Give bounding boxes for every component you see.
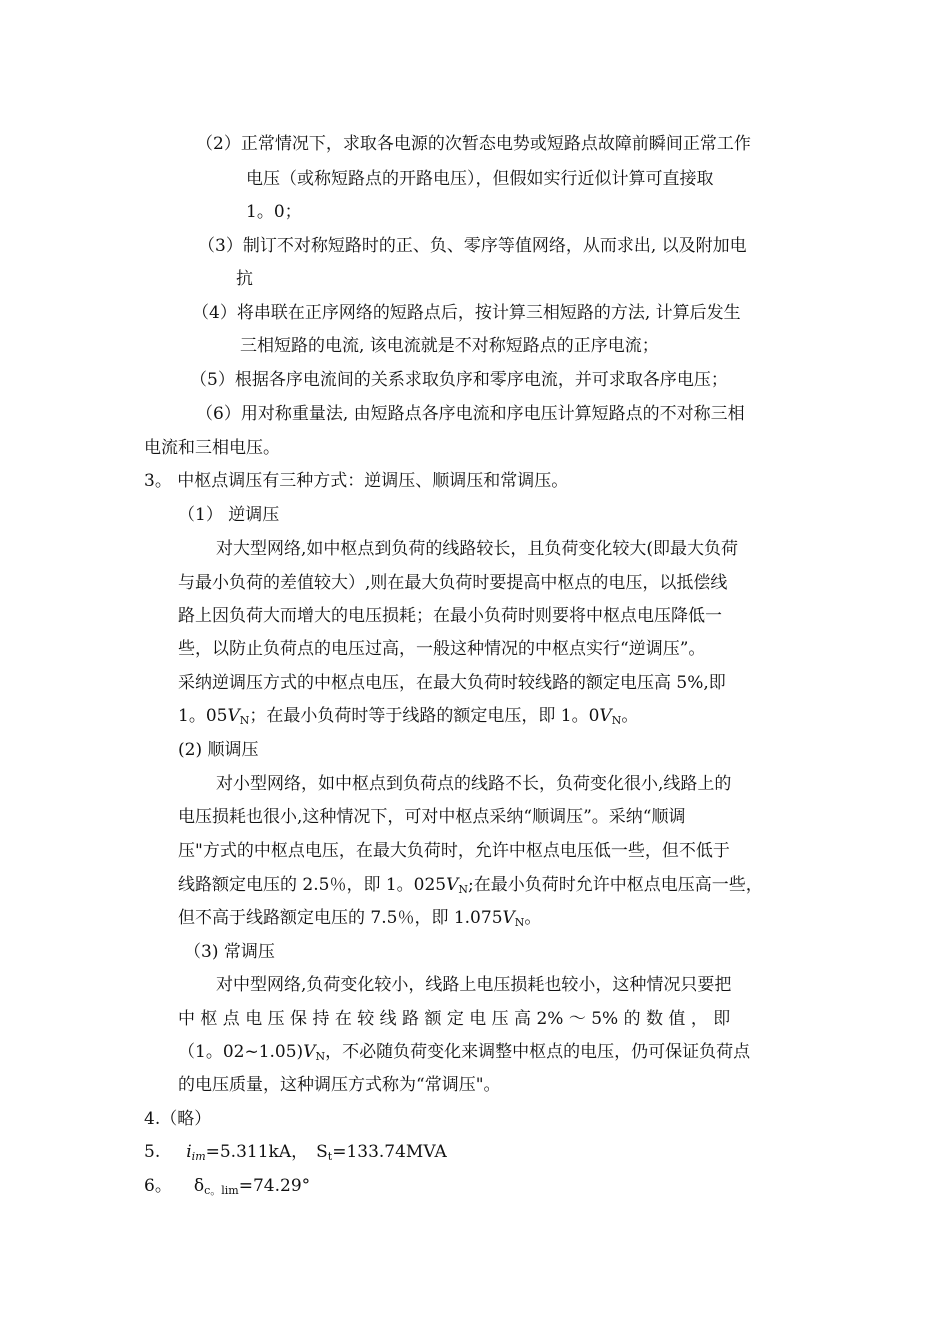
- text-line: 但不高于线路额定电压的 7.5％，即 $1.075V_N$。: [178, 908, 542, 929]
- subsection-heading: （1） 逆调压: [178, 505, 280, 525]
- text-line: 路上因负荷大而增大的电压损耗；在最小负荷时则要将中枢点电压降低一: [178, 606, 722, 626]
- subsection-heading: (2) 顺调压: [178, 740, 259, 760]
- text-line: 1。$05V_N$；在最小负荷时等于线路的额定电压，即 1。$0V_N$。: [178, 706, 639, 727]
- text-line: 中 枢 点 电 压 保 持 在 较 线 路 额 定 电 压 高 2% ～ 5% 的 数 值 ， 即: [178, 1009, 731, 1029]
- text-line: 1。0；: [246, 202, 302, 222]
- text-line: （3）制订不对称短路时的正、负、零序等值网络，从而求出, 以及附加电: [198, 236, 747, 256]
- text-line: （6）用对称重量法, 由短路点各序电流和序电压计算短路点的不对称三相: [196, 404, 745, 424]
- text-line: 三相短路的电流, 该电流就是不对称短路点的正序电流；: [240, 336, 659, 356]
- text-line: （1。$02\sim 1.05)V_N$，不必随负荷变化来调整中枢点的电压，仍可保证负荷点: [178, 1042, 751, 1063]
- text-line: 电流和三相电压。: [144, 438, 280, 458]
- text-line: 线路额定电压的 2.5％，即 1。$025V_N$;在最小负荷时允许中枢点电压高一些，: [178, 875, 763, 896]
- text-line: 些，以防止负荷点的电压过高，一般这种情况的中枢点实行“逆调压”。: [178, 639, 706, 659]
- answer-line: 5. $i_{im}=5.311kA$， $S_t=133.74MVA$: [144, 1142, 447, 1163]
- text-line: 电压损耗也很小,这种情况下，可对中枢点采纳“顺调压”。采纳“顺调: [178, 807, 686, 827]
- text-line: （4）将串联在正序网络的短路点后，按计算三相短路的方法, 计算后发生: [192, 303, 741, 323]
- text-line: 对中型网络,负荷变化较小，线路上电压损耗也较小，这种情况只要把: [216, 975, 732, 995]
- text-line: 采纳逆调压方式的中枢点电压，在最大负荷时较线路的额定电压高 5%,即: [178, 673, 726, 693]
- text-line: 对小型网络，如中枢点到负荷点的线路不长，负荷变化很小,线路上的: [216, 774, 732, 794]
- answer-line: 4.（略）: [144, 1109, 212, 1129]
- answer-line: 6。 $\delta_{c。lim}=74.29^\circ$: [144, 1176, 311, 1197]
- text-line: 与最小负荷的差值较大）,则在最大负荷时要提高中枢点的电压，以抵偿线: [178, 573, 728, 593]
- text-line: （5）根据各序电流间的关系求取负序和零序电流，并可求取各序电压；: [190, 370, 728, 390]
- section-heading: 3。 中枢点调压有三种方式：逆调压、顺调压和常调压。: [144, 471, 569, 491]
- text-line: 抗: [236, 269, 253, 289]
- text-line: 压"方式的中枢点电压，在最大负荷时，允许中枢点电压低一些，但不低于: [178, 841, 730, 861]
- text-line: 对大型网络,如中枢点到负荷的线路较长，且负荷变化较大(即最大负荷: [216, 539, 739, 559]
- text-line: （2）正常情况下，求取各电源的次暂态电势或短路点故障前瞬间正常工作: [196, 134, 751, 154]
- subsection-heading: （3) 常调压: [184, 942, 275, 962]
- text-line: 电压（或称短路点的开路电压），但假如实行近似计算可直接取: [246, 169, 714, 189]
- text-line: 的电压质量，这种调压方式称为“常调压"。: [178, 1075, 501, 1095]
